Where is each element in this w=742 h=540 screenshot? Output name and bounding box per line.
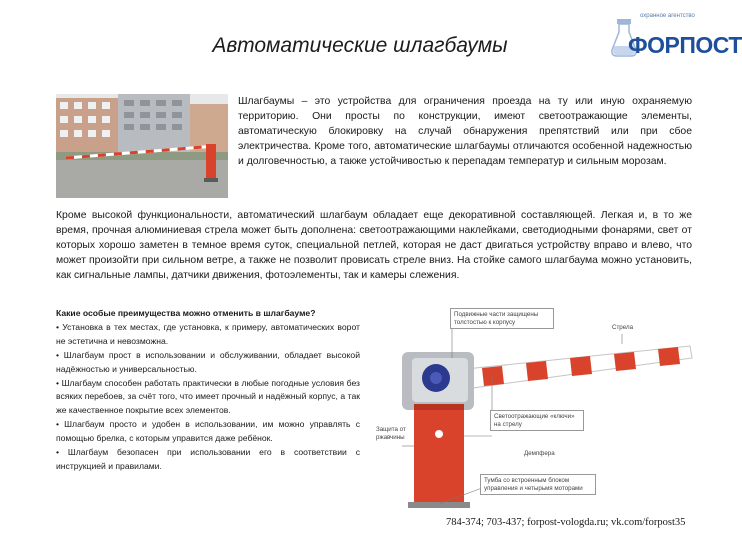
advantages-list (56, 307, 360, 474)
advantages-question: Какие особые преимущества можно отменить в шлагбауме? (56, 308, 316, 318)
logo-wordmark: ФОРПОСТ (628, 32, 742, 58)
callout-boom: Стрела (612, 324, 634, 331)
intro-paragraph: Шлагбаумы – это устройства для ограничения проезда на ту или иную охраняемую территорию. Они просты по конструкции, имеют светоотражающие элементы, автоматическую блокировку на случай обнаружения препятствий или при сбое электричества. Кроме того, автоматические шлагбаумы отличаются особенной надежностью и долговечностью, а также устойчивостью к перепадам температур и сильным морозам. (238, 96, 692, 167)
callout-damper: Демпфера (524, 450, 555, 457)
barrier-photo (56, 94, 228, 198)
page-title: Автоматические шлагбаумы (212, 34, 508, 57)
barrier-diagram (372, 306, 708, 516)
callout-reflectors: Светоотражающие «ключи» на стрелу (490, 410, 584, 431)
callout-rust-protection: Защита от ржавчины (376, 426, 406, 441)
logo-tagline: охранное агентство (640, 13, 695, 19)
company-logo (606, 10, 742, 72)
contact-line: 784-374; 703-437; forpost-vologda.ru; vk.com/forpost35 (446, 517, 686, 528)
advantage-item: • Шлагбаум способен работать практически в любые погодные условия без всяких перебоев, за счёт того, что имеет прочный и надёжный корпус, а так же качественное покрытие всех элементов. (56, 377, 360, 416)
advantage-item: • Шлагбаум прост в использовании и обслуживании, обладает высокой надёжностью и универсальностью. (56, 349, 360, 374)
advantage-item: • Установка в тех местах, где установка, к примеру, автоматических ворот не эстетична и невозможна. (56, 321, 360, 346)
features-paragraph: Кроме высокой функциональности, автоматический шлагбаум обладает еще декоративной составляющей. Легкая и, в то же время, прочная алюминиевая стрела может быть дополнена: светоотражающими наклейками, светодиодными фонарями, свет от которых хорошо заметен в темное время суток, специальной петлей, которая не даст двигаться устройству вправо и влево, что может произойти при сильном ветре, а также не позволит провисать стреле вниз. На стойке самого шлагбаума можно установить, как сигнальные лампы, датчики движения, фотоэлементы, так и камеры слежения. (56, 210, 692, 281)
callout-cabinet: Тумба со встроенным блоком управления и четырьмя моторами (480, 474, 596, 495)
advantage-item: • Шлагбаум просто и удобен в использовании, им можно управлять с помощью брелка, с которым управится даже ребёнок. (56, 419, 360, 444)
advantage-item: • Шлагбаум безопасен при использовании его в соответствии с инструкцией и правилами. (56, 447, 360, 471)
callout-moving-parts: Подвижные части защищены толстостью к корпусу (450, 308, 554, 329)
